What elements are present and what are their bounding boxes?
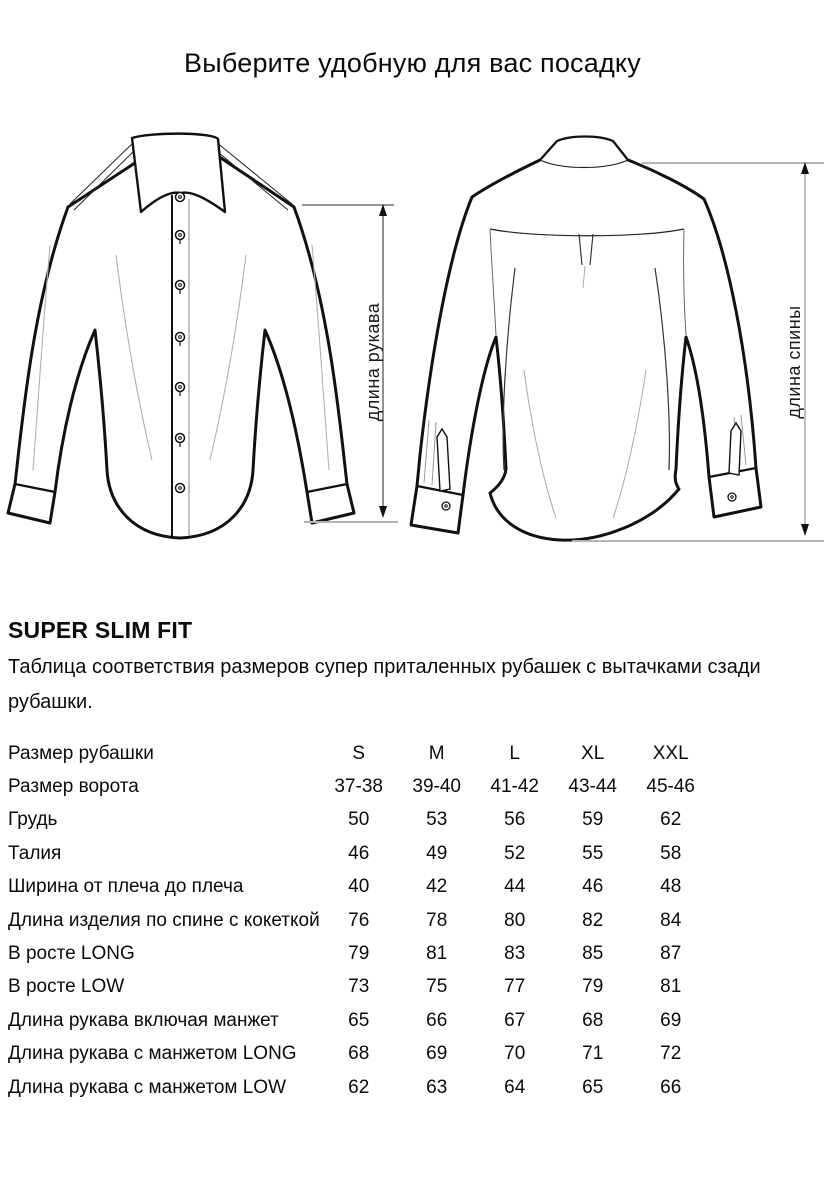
size-table-body [8,737,710,1104]
row-label: В росте LONG [8,943,135,965]
arrow-down-icon [801,524,809,536]
row-value: 62 [348,1076,370,1098]
row-value: 77 [504,976,526,998]
row-value: 81 [426,943,448,965]
size-table [8,737,710,1104]
row-value: 49 [426,842,448,864]
row-label: Талия [8,842,62,864]
row-value: 72 [660,1043,682,1065]
row-value: 62 [660,809,682,831]
row-value: 79 [582,976,604,998]
row-value: 43-44 [568,776,618,798]
row-value: 78 [426,909,448,931]
table-row [8,871,710,904]
row-value: 67 [504,1009,526,1031]
row-value: 87 [660,943,682,965]
row-label: Ширина от плеча до плеча [8,876,244,898]
row-value: 69 [426,1043,448,1065]
row-value: 80 [504,909,526,931]
row-value: 71 [582,1043,604,1065]
row-value: 65 [582,1076,604,1098]
row-value: 52 [504,842,526,864]
back-shirt-drawing [411,137,761,541]
row-value: 69 [660,1009,682,1031]
row-value: 66 [426,1009,448,1031]
table-row [8,770,710,803]
row-value: 44 [504,876,526,898]
row-value: 65 [348,1009,370,1031]
row-label: Длина изделия по спине с кокеткой [8,909,320,931]
row-value: 46 [582,876,604,898]
table-row [8,804,710,837]
fit-description: Таблица соответствия размеров супер приталенных рубашек с вытачками сзади рубашки. [8,656,761,713]
page-title: Выберите удобную для вас посадку [184,48,641,78]
row-value: 53 [426,809,448,831]
row-value: 64 [504,1076,526,1098]
table-row [8,1071,710,1104]
row-value: 73 [348,976,370,998]
row-value: XL [581,742,605,764]
row-label: В росте LOW [8,976,125,998]
row-label: Размер ворота [8,776,139,798]
table-row [8,837,710,870]
row-value: 75 [426,976,448,998]
row-value: 37-38 [334,776,384,798]
row-value: 63 [426,1076,448,1098]
row-value: 82 [582,909,604,931]
table-row [8,737,710,770]
row-value: 68 [348,1043,370,1065]
row-value: 42 [426,876,448,898]
table-row [8,1004,710,1037]
row-value: 68 [582,1009,604,1031]
table-row [8,971,710,1004]
row-label: Длина рукава с манжетом LONG [8,1043,297,1065]
front-shirt-drawing [8,134,354,538]
row-value: 83 [504,943,526,965]
row-value: 84 [660,909,682,931]
row-value: 48 [660,876,682,898]
row-value: 56 [504,809,526,831]
table-row [8,937,710,970]
row-value: 79 [348,943,370,965]
right-sleeve-placket [729,423,741,475]
row-label: Длина рукава включая манжет [8,1009,279,1031]
row-value: L [509,742,520,764]
row-label: Грудь [8,809,58,831]
row-value: 39-40 [412,776,462,798]
arrow-down-icon [379,506,387,518]
row-label: Размер рубашки [8,742,154,764]
shirt-measurement-diagram [0,125,825,575]
row-value: 45-46 [646,776,696,798]
row-value: 70 [504,1043,526,1065]
sleeve-length-label: длина рукава [363,302,383,422]
row-value: 46 [348,842,370,864]
row-value: S [352,742,366,764]
row-value: 41-42 [490,776,540,798]
row-value: 76 [348,909,370,931]
row-value: 59 [582,809,604,831]
row-value: 81 [660,976,682,998]
table-row [8,904,710,937]
row-value: 85 [582,943,604,965]
fit-heading: SUPER SLIM FIT [8,617,193,643]
back-length-label: длина спины [784,305,804,419]
row-value: XXL [652,742,689,764]
row-value: 66 [660,1076,682,1098]
row-label: Длина рукава с манжетом LOW [8,1076,287,1098]
row-value: 55 [582,842,604,864]
arrow-up-icon [379,204,387,216]
table-row [8,1038,710,1071]
row-value: M [428,742,445,764]
row-value: 50 [348,809,370,831]
row-value: 40 [348,876,370,898]
row-value: 58 [660,842,682,864]
